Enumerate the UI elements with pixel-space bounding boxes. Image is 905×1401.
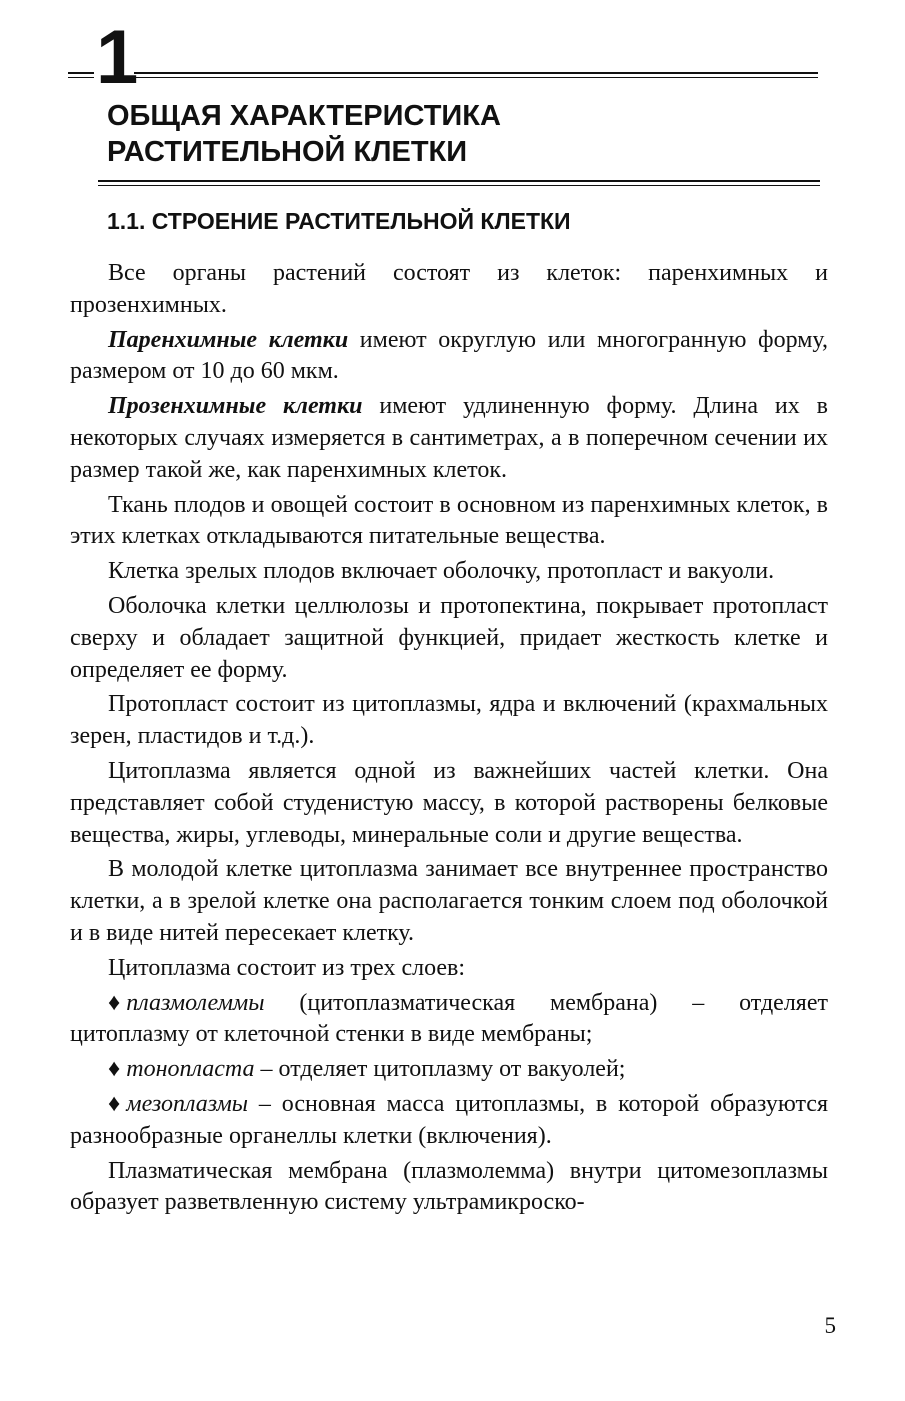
chapter-title [107,98,827,170]
paragraph: Цитоплазма состоит из трех слоев: [108,954,466,981]
diamond-bullet-icon: ♦ [108,1056,121,1083]
chapter-rule-right [134,72,818,78]
list-item-text: – основная масса цитоплазмы, в которой образуются разнообразные органеллы клетки (включения). [70,1090,828,1149]
paragraph: Все органы растений состоят из клеток: паренхимных и прозенхимных. [70,260,828,318]
paragraph [70,391,828,486]
list-item-text: – отделяет цитоплазму от вакуолей; [254,1056,626,1083]
chapter-title-line-1: ОБЩАЯ ХАРАКТЕРИСТИКА [107,100,501,132]
chapter-number: 1 [96,15,137,100]
section-heading: 1.1. СТРОЕНИЕ РАСТИТЕЛЬНОЙ КЛЕТКИ [107,208,571,234]
paragraph: Ткань плодов и овощей состоит в основном из паренхимных клеток, в этих клетках откладываются питательные вещества. [70,491,828,550]
list-item-term: мезоплазмы [126,1090,249,1117]
chapter-rule-left [68,72,94,78]
page-number: 5 [824,1313,836,1338]
list-item [70,1089,828,1153]
diamond-bullet-icon: ♦ [108,989,121,1016]
paragraph: Цитоплазма является одной из важнейших частей клетки. Она представляет собой студенистую массу, в которой растворены белковые вещества, жиры, углеводы, минеральные соли и другие вещества. [70,757,828,848]
paragraph [70,325,828,389]
term-prosenchyma: Прозенхимные клетки [108,393,363,420]
paragraph: Протопласт состоит из цитоплазмы, ядра и включений (крахмальных зерен, пластидов и т.д.). [70,691,828,750]
list-item [70,988,828,1052]
list-item-term: тонопласта [126,1056,255,1083]
paragraph: Плазматическая мембрана (плазмолемма) внутри цитомезоплазмы образует разветвленную систему ультрамикроско- [70,1157,828,1216]
paragraph-text: имеют округлую или многогранную форму, размером от 10 до 60 мкм. [70,326,828,385]
list-item-text: (цитоплазматическая мембрана) – отделяет цитоплазму от клеточной стенки в виде мембраны; [70,989,828,1048]
paragraph-text: имеют удлиненную форму. Длина их в некоторых случаях измеряется в сантиметрах, а в поперечном сечении их размер такой же, как паренхимных клеток. [70,393,828,483]
chapter-title-line-2: РАСТИТЕЛЬНОЙ КЛЕТКИ [107,136,468,168]
list-item-term: плазмолеммы [126,989,265,1016]
paragraph: Клетка зрелых плодов включает оболочку, протопласт и вакуоли. [108,558,775,585]
diamond-bullet-icon: ♦ [108,1090,121,1117]
paragraph: Оболочка клетки целлюлозы и протопектина, покрывает протопласт сверху и обладает защитной функцией, придает жесткость клетке и определяет ее форму. [70,592,828,683]
list-item [70,1054,828,1086]
title-rule [98,180,820,186]
paragraph: В молодой клетке цитоплазма занимает все внутреннее пространство клетки, а в зрелой клетке она располагается тонким слоем под оболочкой и в виде нитей пересекает клетку. [70,856,828,946]
term-parenchyma: Паренхимные клетки [108,326,349,353]
body-text [70,258,828,1222]
